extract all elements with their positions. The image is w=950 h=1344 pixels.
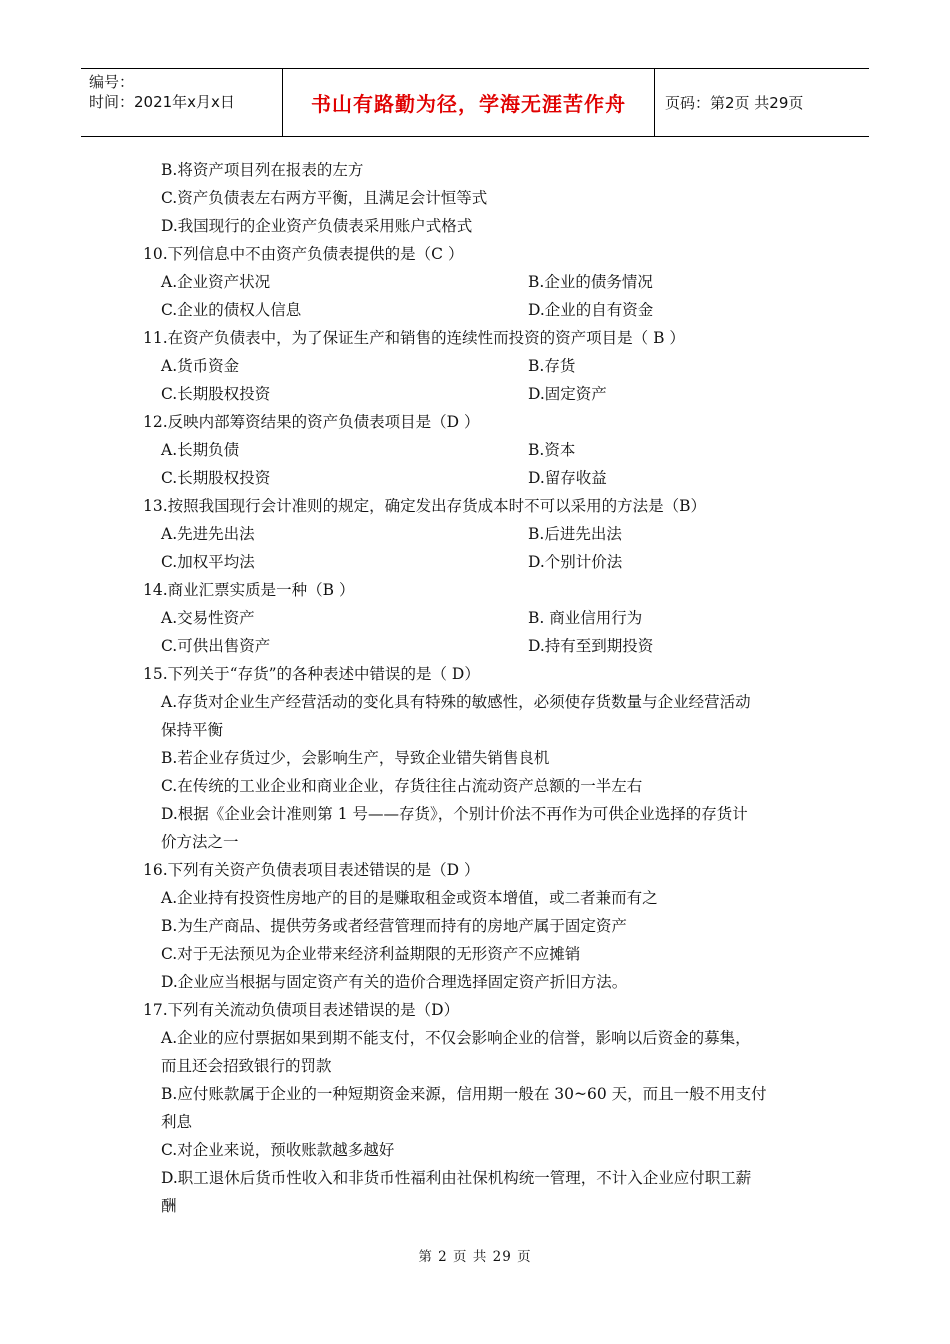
option-a: A.长期负债 — [161, 441, 240, 459]
option-d: D.根据《企业会计准则第 1 号——存货》，个别计价法不再作为可供企业选择的存货计 — [161, 805, 748, 823]
option-row — [0, 436, 950, 464]
option-b: B.为生产商品、提供劳务或者经营管理而持有的房地产属于固定资产 — [161, 917, 627, 935]
option-d: D.固定资产 — [528, 385, 607, 403]
option-row — [0, 296, 950, 324]
header-meta — [81, 69, 283, 136]
option-d: D.持有至到期投资 — [528, 637, 654, 655]
option-a-continued: 保持平衡 — [161, 721, 224, 739]
option-a-continued: 而且还会招致银行的罚款 — [161, 1057, 332, 1075]
option-row — [0, 352, 950, 380]
option-line: C.资产负债表左右两方平衡，且满足会计恒等式 — [161, 189, 488, 207]
option-b: B. 商业信用行为 — [528, 609, 643, 627]
option-a: A.先进先出法 — [161, 525, 255, 543]
page-header — [81, 68, 869, 137]
header-motto: 书山有路勤为径，学海无涯苦作舟 — [283, 69, 655, 136]
option-b: B.存货 — [528, 357, 576, 375]
document-date: 时间：2021年x月x日 — [89, 93, 235, 111]
option-b: B.资本 — [528, 441, 576, 459]
option-d: D.企业应当根据与固定资产有关的造价合理选择固定资产折旧方法。 — [161, 973, 628, 991]
option-c: C.长期股权投资 — [161, 469, 271, 487]
option-c: C.加权平均法 — [161, 553, 255, 571]
option-a: A.货币资金 — [161, 357, 240, 375]
option-b: B.企业的债务情况 — [528, 273, 653, 291]
document-body — [0, 156, 950, 1220]
option-c: C.对企业来说，预收账款越多越好 — [161, 1141, 395, 1159]
question-13: 13.按照我国现行会计准则的规定，确定发出存货成本时不可以采用的方法是（B） — [143, 497, 707, 515]
option-c: C.长期股权投资 — [161, 385, 271, 403]
question-14: 14.商业汇票实质是一种（B ） — [143, 581, 355, 599]
option-row — [0, 380, 950, 408]
option-a: A.企业资产状况 — [161, 273, 271, 291]
option-b-continued: 利息 — [161, 1113, 193, 1131]
option-line: D.我国现行的企业资产负债表采用账户式格式 — [161, 217, 473, 235]
option-d: D.个别计价法 — [528, 553, 623, 571]
option-line: B.将资产项目列在报表的左方 — [161, 161, 364, 179]
option-row — [0, 604, 950, 632]
option-d: D.职工退休后货币性收入和非货币性福利由社保机构统一管理，不计入企业应付职工薪 — [161, 1169, 752, 1187]
option-c: C.企业的债权人信息 — [161, 301, 302, 319]
option-row — [0, 632, 950, 660]
option-b: B.若企业存货过少，会影响生产，导致企业错失销售良机 — [161, 749, 550, 767]
question-10: 10.下列信息中不由资产负债表提供的是（C ） — [143, 245, 464, 263]
question-16: 16.下列有关资产负债表项目表述错误的是（D ） — [143, 861, 480, 879]
option-c: C.对于无法预见为企业带来经济利益期限的无形资产不应摊销 — [161, 945, 581, 963]
question-12: 12.反映内部筹资结果的资产负债表项目是（D ） — [143, 413, 480, 431]
option-d: D.企业的自有资金 — [528, 301, 654, 319]
option-a: A.企业持有投资性房地产的目的是赚取租金或资本增值，或二者兼而有之 — [161, 889, 658, 907]
option-row — [0, 464, 950, 492]
option-b: B.应付账款属于企业的一种短期资金来源，信用期一般在 30~60 天，而且一般不用支付 — [161, 1085, 767, 1103]
option-a: A.交易性资产 — [161, 609, 255, 627]
option-a: A.存货对企业生产经营活动的变化具有特殊的敏感性，必须使存货数量与企业经营活动 — [161, 693, 751, 711]
option-d: D.留存收益 — [528, 469, 607, 487]
option-a: A.企业的应付票据如果到期不能支付，不仅会影响企业的信誉，影响以后资金的募集， — [161, 1029, 751, 1047]
option-d-continued: 酬 — [161, 1197, 177, 1215]
page-footer: 第 2 页 共 29 页 — [418, 1249, 532, 1265]
option-c: C.可供出售资产 — [161, 637, 271, 655]
option-d-continued: 价方法之一 — [161, 833, 239, 851]
question-17: 17.下列有关流动负债项目表述错误的是（D） — [143, 1001, 460, 1019]
option-row — [0, 520, 950, 548]
document-number-label: 编号： — [89, 73, 135, 91]
option-c: C.在传统的工业企业和商业企业，存货往往占流动资产总额的一半左右 — [161, 777, 643, 795]
option-row — [0, 268, 950, 296]
question-11: 11.在资产负债表中，为了保证生产和销售的连续性而投资的资产项目是（ B ） — [143, 329, 685, 347]
header-page-info: 页码：第2页 共29页 — [665, 94, 804, 112]
question-15: 15.下列关于“存货”的各种表述中错误的是（ D） — [143, 665, 480, 683]
option-row — [0, 548, 950, 576]
option-b: B.后进先出法 — [528, 525, 622, 543]
